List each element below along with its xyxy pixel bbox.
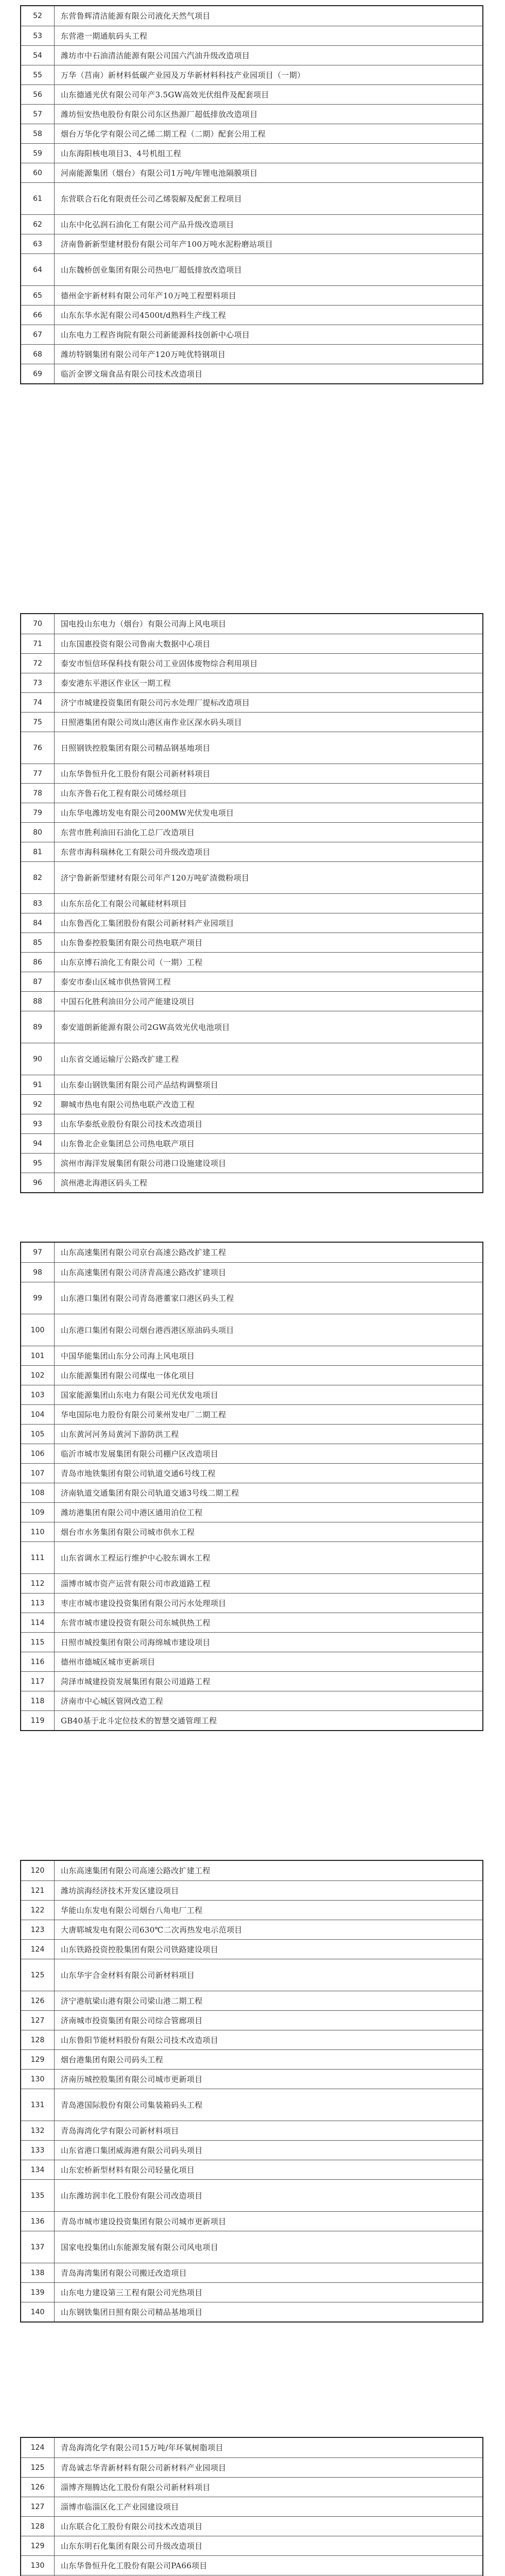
project-name: 山东华泰纸业股份有限公司技术改造项目 <box>61 1119 203 1129</box>
table-row <box>21 2211 482 2231</box>
table-row <box>21 1861 482 1880</box>
project-name: 潍坊特钢集团有限公司年产120万吨优特钢项目 <box>61 349 226 359</box>
row-number: 92 <box>21 1095 55 1114</box>
table-row <box>21 234 482 253</box>
project-name: 青岛市地铁集团有限公司轨道交通6号线工程 <box>61 1468 216 1478</box>
project-name: 山东钢铁集团日照有限公司精品基地项目 <box>61 2307 203 2317</box>
row-number: 112 <box>21 1574 55 1593</box>
project-name: 山东德通光伏有限公司年产3.5GW高效光伏组件及配套项目 <box>61 90 269 99</box>
table-row <box>21 2069 482 2089</box>
project-name: 国家电投集团山东能源发展有限公司风电项目 <box>61 2242 219 2252</box>
table-row <box>21 1346 482 1365</box>
table-row <box>21 1173 482 1192</box>
project-name: 山东潍坊润丰化工股份有限公司改造项目 <box>61 2191 203 2200</box>
table-row <box>21 1043 482 1075</box>
row-number: 129 <box>21 2050 55 2069</box>
row-number: 80 <box>21 823 55 842</box>
table-row <box>21 712 482 732</box>
project-name: 山东京博石油化工有限公司（一期）工程 <box>61 957 203 967</box>
table-row <box>21 1939 482 1959</box>
row-number: 135 <box>21 2180 55 2211</box>
project-name: 山东华鲁恒升化工股份有限公司新材料项目 <box>61 769 211 778</box>
row-number: 97 <box>21 1243 55 1262</box>
table-row <box>21 2282 482 2302</box>
project-name: 烟台万华化学有限公司乙烯二期工程（二期）配套公用工程 <box>61 129 266 139</box>
table-row <box>21 214 482 234</box>
project-name: 山东省交通运输厅公路改扩建工程 <box>61 1054 179 1064</box>
table-row <box>21 1424 482 1444</box>
row-number: 76 <box>21 732 55 764</box>
row-number: 133 <box>21 2141 55 2160</box>
table-row <box>21 842 482 861</box>
project-name: 山东铁路投资控股集团有限公司铁路建设项目 <box>61 1944 219 1954</box>
row-number: 96 <box>21 1173 55 1192</box>
project-name: 山东鲁阳节能材料股份有限公司技术改造项目 <box>61 2035 219 2045</box>
row-number: 82 <box>21 862 55 893</box>
table-row <box>21 1652 482 1671</box>
row-number: 66 <box>21 306 55 325</box>
row-number: 91 <box>21 1075 55 1094</box>
table-row <box>21 84 482 104</box>
project-name: 日照市城投集团有限公司海绵城市建设项目 <box>61 1637 211 1647</box>
table-row <box>21 1593 482 1613</box>
table-row <box>21 1632 482 1652</box>
row-number: 123 <box>21 1920 55 1939</box>
table-row <box>21 1262 482 1282</box>
row-number: 85 <box>21 933 55 952</box>
row-number: 54 <box>21 46 55 65</box>
project-name: 河南能源集团（烟台）有限公司1万吨/年锂电池隔膜项目 <box>61 168 258 178</box>
project-name: 山东高速集团有限公司高速公路改扩建工程 <box>61 1866 211 1875</box>
project-name: 淄博市临淄区化工产业园建设项目 <box>61 2502 179 2512</box>
table-row <box>21 2516 482 2536</box>
table-row <box>21 861 482 893</box>
row-number: 56 <box>21 85 55 104</box>
project-name: 德州市德城区城市更新项目 <box>61 1657 155 1667</box>
project-name: 山东中化弘润石油化工有限公司产品升级改造项目 <box>61 219 234 229</box>
table-row <box>21 1710 482 1730</box>
row-number: 70 <box>21 614 55 634</box>
project-name: 山东齐鲁石化工程有限公司烯烃项目 <box>61 788 187 798</box>
row-number: 139 <box>21 2283 55 2302</box>
row-number: 90 <box>21 1043 55 1075</box>
row-number: 87 <box>21 972 55 991</box>
row-number: 137 <box>21 2231 55 2263</box>
project-name: 青岛海湾集团有限公司搬迁改造项目 <box>61 2268 187 2278</box>
row-number: 75 <box>21 713 55 732</box>
project-name: 山东联合化工股份有限公司技术改造项目 <box>61 2521 203 2531</box>
project-name: 青岛海湾化学有限公司新材料项目 <box>61 2126 179 2136</box>
table-row <box>21 803 482 822</box>
project-name: 菏泽市城建投资发展集团有限公司道路工程 <box>61 1676 211 1686</box>
table-row <box>21 1483 482 1502</box>
project-name: 济宁港航梁山港有限公司梁山港二期工程 <box>61 1996 203 2006</box>
row-number: 63 <box>21 234 55 253</box>
project-name: 烟台市水务集团有限公司城市供水工程 <box>61 1527 195 1537</box>
project-name: 德州金宇新材料有限公司年产10万吨工程塑料项目 <box>61 291 236 300</box>
table-row <box>21 45 482 65</box>
project-name: 滨州港北海港区码头工程 <box>61 1178 148 1188</box>
row-number: 116 <box>21 1652 55 1671</box>
project-name: 山东高速集团有限公司京台高速公路改扩建工程 <box>61 1248 227 1257</box>
project-name: 日照港集团有限公司岚山港区南作业区深水码头项目 <box>61 717 242 727</box>
row-number: 83 <box>21 894 55 913</box>
row-number: 118 <box>21 1691 55 1710</box>
table-row <box>21 2477 482 2497</box>
project-name: 山东华电潍坊发电有限公司200MW光伏发电项目 <box>61 808 234 818</box>
table-row <box>21 2231 482 2263</box>
project-name: 山东华宇合金材料有限公司新材料项目 <box>61 1970 195 1980</box>
row-number: 103 <box>21 1385 55 1404</box>
table-row <box>21 2438 482 2458</box>
table-row <box>21 1573 482 1593</box>
project-name: 山东省调水工程运行维护中心胶东调水工程 <box>61 1553 211 1563</box>
project-name: 国电投山东电力（烟台）有限公司海上风电项目 <box>61 619 227 629</box>
row-number: 125 <box>21 1959 55 1991</box>
row-number: 60 <box>21 163 55 182</box>
row-number: 94 <box>21 1134 55 1153</box>
table-row <box>21 2140 482 2160</box>
table-row <box>21 344 482 364</box>
project-name: 山东省港口集团威海港有限公司码头项目 <box>61 2145 203 2155</box>
project-name: 济南城市投资集团有限公司综合管廊项目 <box>61 2015 203 2025</box>
table-row <box>21 673 482 692</box>
row-number: 81 <box>21 842 55 861</box>
table-row <box>21 653 482 673</box>
table-row <box>21 253 482 285</box>
row-number: 88 <box>21 992 55 1011</box>
row-number: 55 <box>21 65 55 84</box>
row-number: 84 <box>21 913 55 933</box>
table-row <box>21 1282 482 1314</box>
project-name: 潍坊恒安热电股份有限公司东区热源厂超低排放改造项目 <box>61 109 258 119</box>
row-number: 128 <box>21 2030 55 2049</box>
row-number: 53 <box>21 26 55 45</box>
table-row <box>21 26 482 45</box>
row-number: 114 <box>21 1613 55 1632</box>
table-row <box>21 2458 482 2477</box>
project-name: 青岛诚志华青新材料有限公司新材料产业园项目 <box>61 2463 227 2472</box>
project-name: 山东高速集团有限公司济青高速公路改扩建项目 <box>61 1267 227 1277</box>
project-name: 山东港口集团有限公司青岛港董家口港区码头工程 <box>61 1293 234 1303</box>
table-row <box>21 1114 482 1133</box>
row-number: 130 <box>21 2556 55 2575</box>
row-number: 126 <box>21 2478 55 2497</box>
project-name: 济宁市城建投资集团有限公司污水处理厂提标改造项目 <box>61 698 250 707</box>
project-name: 青岛市城市建设投资集团有限公司城市更新项目 <box>61 2216 227 2226</box>
project-name: 国家能源集团山东电力有限公司光伏发电项目 <box>61 1390 219 1400</box>
table-row <box>21 1094 482 1114</box>
table-row <box>21 1314 482 1346</box>
project-table <box>20 1242 483 1731</box>
row-number: 134 <box>21 2160 55 2179</box>
row-number: 98 <box>21 1263 55 1282</box>
row-number: 130 <box>21 2070 55 2089</box>
row-number: 101 <box>21 1346 55 1365</box>
row-number: 79 <box>21 803 55 822</box>
table-row <box>21 764 482 783</box>
row-number: 99 <box>21 1282 55 1314</box>
project-name: 东营港一期通航码头工程 <box>61 31 148 41</box>
project-name: 泰安港东平港区作业区一期工程 <box>61 678 171 688</box>
row-number: 131 <box>21 2089 55 2121</box>
row-number: 67 <box>21 325 55 344</box>
row-number: 68 <box>21 345 55 364</box>
project-name: 大唐郓城发电有限公司630℃二次再热发电示范项目 <box>61 1925 242 1935</box>
row-number: 102 <box>21 1366 55 1385</box>
table-row <box>21 913 482 933</box>
table-row <box>21 2302 482 2321</box>
table-row <box>21 2121 482 2140</box>
project-name: 东营市城市建设投资有限公司东城供热工程 <box>61 1618 211 1628</box>
row-number: 127 <box>21 2011 55 2030</box>
project-name: 临沂市城市发展集团有限公司棚户区改造项目 <box>61 1449 219 1459</box>
table-row <box>21 1404 482 1424</box>
row-number: 111 <box>21 1542 55 1573</box>
table-row <box>21 1900 482 1920</box>
project-name: 淄博齐翔腾达化工股份有限公司新材料项目 <box>61 2482 211 2492</box>
project-name: 济南市中心城区管网改造工程 <box>61 1696 163 1706</box>
row-number: 78 <box>21 784 55 803</box>
table-row <box>21 822 482 842</box>
table-row <box>21 1075 482 1094</box>
table-row <box>21 1522 482 1541</box>
project-name: 山东鲁泰控股集团有限公司热电联产项目 <box>61 938 203 947</box>
row-number: 52 <box>21 6 55 26</box>
project-name: 山东港口集团有限公司烟台港西港区原油码头项目 <box>61 1325 234 1335</box>
project-name: 泰安市泰山区城市供热管网工程 <box>61 977 171 987</box>
table-row <box>21 1133 482 1153</box>
row-number: 109 <box>21 1503 55 1522</box>
project-name: 烟台港集团有限公司码头工程 <box>61 2055 163 2064</box>
row-number: 89 <box>21 1011 55 1043</box>
table-row <box>21 2497 482 2516</box>
row-number: 104 <box>21 1405 55 1424</box>
row-number: 65 <box>21 286 55 305</box>
row-number: 126 <box>21 1991 55 2010</box>
row-number: 128 <box>21 2517 55 2536</box>
table-row <box>21 1671 482 1691</box>
row-number: 95 <box>21 1154 55 1173</box>
row-number: 59 <box>21 144 55 163</box>
row-number: 122 <box>21 1901 55 1920</box>
table-row <box>21 634 482 653</box>
row-number: 61 <box>21 183 55 214</box>
project-name: 济宁鲁新新型建材有限公司年产120万吨矿渣微粉项目 <box>61 873 250 883</box>
table-row <box>21 933 482 952</box>
project-name: 山东黄河河务局黄河下游防洪工程 <box>61 1429 179 1439</box>
project-name: 潍坊港集团有限公司中港区通用泊位工程 <box>61 1507 203 1517</box>
table-row <box>21 1502 482 1522</box>
project-table <box>20 613 483 1193</box>
row-number: 105 <box>21 1425 55 1444</box>
table-row <box>21 732 482 764</box>
table-row <box>21 972 482 991</box>
table-row <box>21 2010 482 2030</box>
table-row <box>21 6 482 26</box>
project-name: 中国华能集团山东分公司海上风电项目 <box>61 1351 195 1361</box>
table-row <box>21 364 482 383</box>
project-name: 山东鲁北企业集团总公司热电联产项目 <box>61 1139 195 1148</box>
table-row <box>21 692 482 712</box>
table-row <box>21 1365 482 1385</box>
table-row <box>21 952 482 972</box>
row-number: 120 <box>21 1861 55 1880</box>
project-name: 山东电力建设第三工程有限公司光热项目 <box>61 2287 203 2297</box>
project-name: 山东魏桥创业集团有限公司热电厂超低排放改造项目 <box>61 265 242 275</box>
table-row <box>21 893 482 913</box>
row-number: 72 <box>21 654 55 673</box>
project-name: 华能山东发电有限公司烟台八角电厂工程 <box>61 1905 203 1915</box>
row-number: 119 <box>21 1711 55 1730</box>
table-row <box>21 2030 482 2049</box>
project-name: 潍坊滨海经济技术开发区建设项目 <box>61 1886 179 1895</box>
project-name: 枣庄市城市建设投资集团有限公司污水处理项目 <box>61 1598 227 1608</box>
table-row <box>21 1991 482 2010</box>
row-number: 77 <box>21 764 55 783</box>
table-row <box>21 163 482 182</box>
project-name: 淄博市城市资产运营有限公司市政道路工程 <box>61 1579 211 1588</box>
project-name: 东营联合石化有限责任公司乙烯裂解及配套工程项目 <box>61 194 242 204</box>
table-row <box>21 614 482 634</box>
table-row <box>21 2536 482 2555</box>
project-name: 泰安道朗新能源有限公司2GW高效光伏电池项目 <box>61 1022 230 1032</box>
table-row <box>21 783 482 803</box>
project-name: 济南鲁新新型建材股份有限公司年产100万吨水泥粉磨站项目 <box>61 239 273 249</box>
table-row <box>21 305 482 325</box>
table-row <box>21 991 482 1011</box>
project-name: 山东能源集团有限公司煤电一体化项目 <box>61 1370 195 1380</box>
row-number: 73 <box>21 673 55 692</box>
table-row <box>21 1541 482 1573</box>
row-number: 110 <box>21 1522 55 1541</box>
project-name: 山东电力工程咨询院有限公司新能源科技创新中心项目 <box>61 330 250 340</box>
row-number: 106 <box>21 1444 55 1463</box>
project-name: 山东东华水泥有限公司4500t/d熟料生产线工程 <box>61 310 227 320</box>
project-name: 山东宏桥新型材料有限公司轻量化项目 <box>61 2165 195 2175</box>
table-row <box>21 1243 482 1262</box>
project-name: 东营市海科瑞林化工有限公司升级改造项目 <box>61 847 211 857</box>
project-name: 万华（莒南）新材料低碳产业园及万华新材料科技产业园项目（一期） <box>61 70 305 80</box>
project-name: 济南轨道交通集团有限公司轨道交通3号线二期工程 <box>61 1488 239 1498</box>
row-number: 124 <box>21 2438 55 2458</box>
row-number: 129 <box>21 2536 55 2555</box>
table-row <box>21 1691 482 1710</box>
project-name: 东营市胜利油田石油化工总厂改造项目 <box>61 827 195 837</box>
project-name: 山东华鲁恒升化工股份有限公司PA66项目 <box>61 2561 207 2570</box>
row-number: 74 <box>21 693 55 712</box>
table-row <box>21 143 482 163</box>
table-row <box>21 1959 482 1991</box>
row-number: 140 <box>21 2302 55 2321</box>
project-name: 滨州市海洋发展集团有限公司港口设施建设项目 <box>61 1158 227 1168</box>
project-name: 山东海阳核电项目3、4号机组工程 <box>61 148 181 158</box>
project-name: 山东鲁西化工集团股份有限公司新材料产业园项目 <box>61 918 234 928</box>
row-number: 125 <box>21 2458 55 2477</box>
project-name: 青岛海湾化学有限公司15万吨/年环氧树脂项目 <box>61 2443 223 2452</box>
project-table <box>20 5 483 384</box>
table-row <box>21 124 482 143</box>
row-number: 108 <box>21 1483 55 1502</box>
project-name: 济南历城控股集团有限公司城市更新项目 <box>61 2074 203 2084</box>
table-row <box>21 1920 482 1939</box>
project-name: 临沂金锣文瑞食品有限公司技术改造项目 <box>61 369 203 379</box>
project-name: 华电国际电力股份有限公司莱州发电厂二期工程 <box>61 1410 227 1419</box>
row-number: 64 <box>21 254 55 285</box>
row-number: 115 <box>21 1633 55 1652</box>
project-table <box>20 2437 483 2576</box>
table-row <box>21 1385 482 1404</box>
project-name: 泰安市恒信环保科技有限公司工业固体废物综合利用项目 <box>61 658 258 668</box>
table-row <box>21 182 482 214</box>
table-row <box>21 2160 482 2179</box>
project-name: 山东东明石化集团有限公司升级改造项目 <box>61 2541 203 2551</box>
table-row <box>21 104 482 124</box>
row-number: 107 <box>21 1464 55 1483</box>
table-row <box>21 65 482 84</box>
project-name: 山东泰山钢铁集团有限公司产品结构调整项目 <box>61 1080 219 1090</box>
project-name: GB40基于北斗定位技术的智慧交通管理工程 <box>61 1716 217 1725</box>
table-row <box>21 2555 482 2575</box>
row-number: 121 <box>21 1881 55 1900</box>
row-number: 127 <box>21 2497 55 2516</box>
table-row <box>21 1613 482 1632</box>
row-number: 58 <box>21 124 55 143</box>
table-row <box>21 1463 482 1483</box>
row-number: 86 <box>21 953 55 972</box>
row-number: 100 <box>21 1314 55 1346</box>
project-name: 东营鲁辉清洁能源有限公司液化天然气项目 <box>61 11 211 21</box>
row-number: 71 <box>21 634 55 653</box>
table-row <box>21 1011 482 1043</box>
row-number: 138 <box>21 2263 55 2282</box>
row-number: 57 <box>21 105 55 124</box>
row-number: 62 <box>21 215 55 234</box>
table-row <box>21 285 482 305</box>
row-number: 93 <box>21 1114 55 1133</box>
project-name: 中国石化胜利油田分公司产能建设项目 <box>61 996 195 1006</box>
row-number: 69 <box>21 364 55 383</box>
row-number: 132 <box>21 2121 55 2140</box>
table-row <box>21 325 482 344</box>
row-number: 124 <box>21 1940 55 1959</box>
project-table <box>20 1860 483 2323</box>
project-name: 潍坊市中石油清洁能源有限公司国六汽油升级改造项目 <box>61 50 250 60</box>
table-row <box>21 1880 482 1900</box>
row-number: 117 <box>21 1672 55 1691</box>
project-name: 山东国惠投资有限公司鲁南大数据中心项目 <box>61 639 211 649</box>
table-row <box>21 2089 482 2121</box>
project-name: 日照钢铁控股集团有限公司精品钢基地项目 <box>61 743 211 753</box>
table-row <box>21 2179 482 2211</box>
row-number: 136 <box>21 2212 55 2231</box>
project-name: 聊城市热电有限公司热电联产改造工程 <box>61 1099 195 1109</box>
table-row <box>21 2263 482 2282</box>
row-number: 113 <box>21 1594 55 1613</box>
project-name: 山东东岳化工有限公司氟硅材料项目 <box>61 899 187 908</box>
table-row <box>21 2049 482 2069</box>
table-row <box>21 1444 482 1463</box>
project-name: 青岛港国际股份有限公司集装箱码头工程 <box>61 2100 203 2110</box>
table-row <box>21 1153 482 1173</box>
